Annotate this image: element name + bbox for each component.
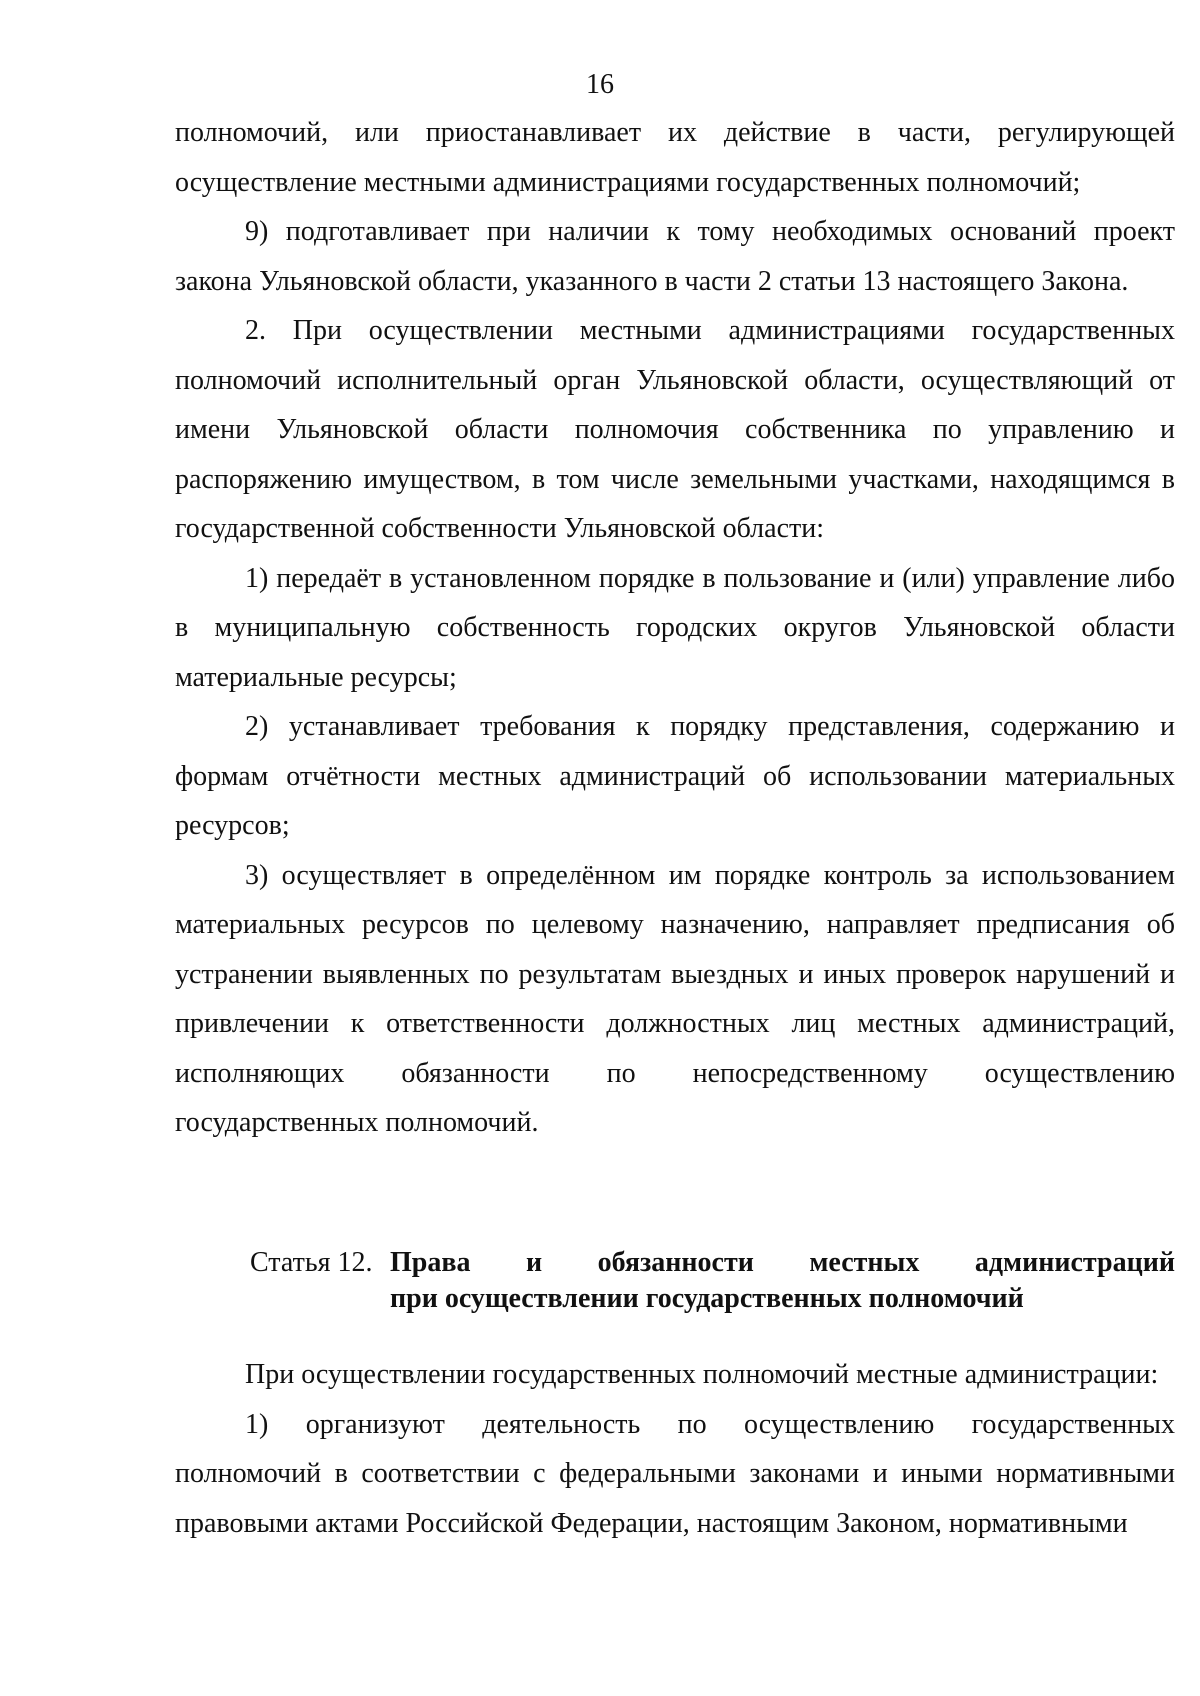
- paragraph-6: 3) осуществляет в определённом им порядке контроль за использованием материальных ресурсов по целевому назначению, направляет предписания об устранении выявленных по результатам выездных и иных проверок нарушений и привлечении к ответственности должностных лиц местных администраций, исполняющих обязанности по непосредственному осуществлению государственных полномочий.: [175, 859, 1175, 1138]
- paragraph-5: 2) устанавливает требования к порядку представления, содержанию и формам отчётности местных администраций об использовании материальных ресурсов;: [175, 711, 1175, 841]
- paragraph-2: 9) подготавливает при наличии к тому необходимых оснований проект закона Ульяновской области, указанного в части 2 статьи 13 настоящего Закона.: [175, 216, 1175, 297]
- article-label: Статья 12.: [250, 1247, 373, 1278]
- article-title-line-1: Права и обязанности местных администраций: [390, 1247, 1175, 1278]
- page-number: 16: [586, 69, 614, 100]
- paragraph-1: полномочий, или приостанавливает их действие в части, регулирующей осуществление местными администрациями государственных полномочий;: [175, 117, 1175, 198]
- paragraph-3: 2. При осуществлении местными администрациями государственных полномочий исполнительный орган Ульяновской области, осуществляющий от имени Ульяновской области полномочия собственника по управлению и распоряжению имуществом, в том числе земельными участками, находящимся в государственной собственности Ульяновской области:: [175, 315, 1175, 544]
- article-title: [390, 1245, 1175, 1317]
- paragraph-8: 1) организуют деятельность по осуществлению государственных полномочий в соответствии с федеральными законами и иными нормативными правовыми актами Российской Федерации, настоящим Законом, нормативными: [175, 1408, 1175, 1539]
- body-text-upper: [175, 108, 1175, 1148]
- paragraph-4: 1) передаёт в установленном порядке в пользование и (или) управление либо в муниципальную собственность городских округов Ульяновской области материальные ресурсы;: [175, 562, 1175, 693]
- paragraph-7: При осуществлении государственных полномочий местные администрации:: [245, 1359, 1159, 1390]
- body-text-lower: [175, 1350, 1175, 1548]
- article-title-line-2: при осуществлении государственных полномочий: [390, 1283, 1024, 1314]
